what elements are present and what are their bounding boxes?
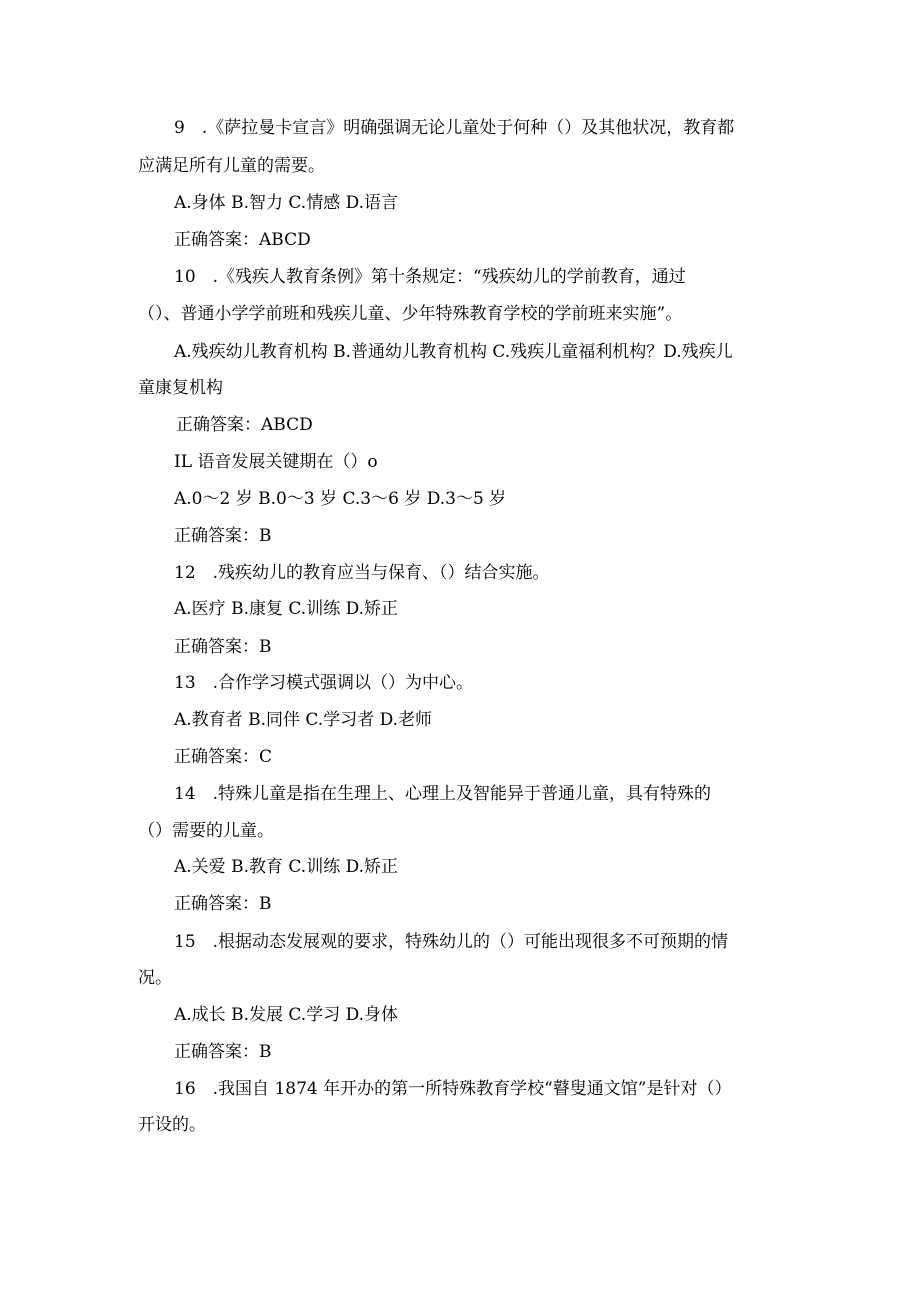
- question-13-answer: 正确答案：C: [174, 747, 273, 767]
- question-9-answer: 正确答案：ABCD: [174, 230, 311, 250]
- question-10-options-line-1: A.残疾幼儿教育机构 B.普通幼儿教育机构 C.残疾儿童福利机构？D.残疾儿: [174, 342, 733, 362]
- question-9-line-1: 9 .《萨拉曼卡宣言》明确强调无论儿童处于何种（）及其他状况，教育都: [174, 118, 735, 138]
- question-14-options: A.关爱 B.教育 C.训练 D.矫正: [174, 857, 399, 877]
- question-14-line-2: （）需要的儿童。: [138, 821, 274, 841]
- question-10-options-line-2: 童康复机构: [138, 378, 223, 398]
- question-15-line-2: 况。: [138, 968, 172, 988]
- question-9-line-2: 应满足所有儿童的需要。: [138, 156, 325, 176]
- question-14-answer: 正确答案：B: [174, 894, 272, 914]
- question-10-line-2: （）、普通小学学前班和残疾儿童、少年特殊教育学校的学前班来实施”。: [138, 304, 683, 324]
- question-10-line-1: 10 .《残疾人教育条例》第十条规定：“残疾幼儿的学前教育，通过: [174, 267, 686, 287]
- question-15-options: A.成长 B.发展 C.学习 D.身体: [174, 1005, 399, 1025]
- question-12-line-1: 12 .残疾幼儿的教育应当与保育、（）结合实施。: [174, 563, 550, 583]
- question-10-answer: 正确答案：ABCD: [176, 415, 313, 435]
- question-12-answer: 正确答案：B: [174, 637, 272, 657]
- question-12-options: A.医疗 B.康复 C.训练 D.矫正: [174, 599, 399, 619]
- question-14-line-1: 14 .特殊儿童是指在生理上、心理上及智能异于普通儿童，具有特殊的: [174, 784, 712, 804]
- question-11-options: A.0～2 岁 B.0～3 岁 C.3～6 岁 D.3～5 岁: [174, 489, 507, 509]
- question-15-answer: 正确答案：B: [174, 1042, 272, 1062]
- question-15-line-1: 15 .根据动态发展观的要求，特殊幼儿的（）可能出现很多不可预期的情: [174, 932, 729, 952]
- question-16-line-2: 开设的。: [138, 1115, 206, 1135]
- question-11-line-1: IL 语音发展关键期在（）o: [174, 452, 378, 472]
- question-9-options: A.身体 B.智力 C.情感 D.语言: [174, 193, 399, 213]
- question-13-line-1: 13 .合作学习模式强调以（）为中心。: [174, 673, 474, 693]
- question-13-options: A.教育者 B.同伴 C.学习者 D.老师: [174, 710, 433, 730]
- question-11-answer: 正确答案：B: [174, 526, 272, 546]
- question-16-line-1: 16 .我国自 1874 年开办的第一所特殊教育学校“瞽叟通文馆”是针对（）: [174, 1079, 732, 1099]
